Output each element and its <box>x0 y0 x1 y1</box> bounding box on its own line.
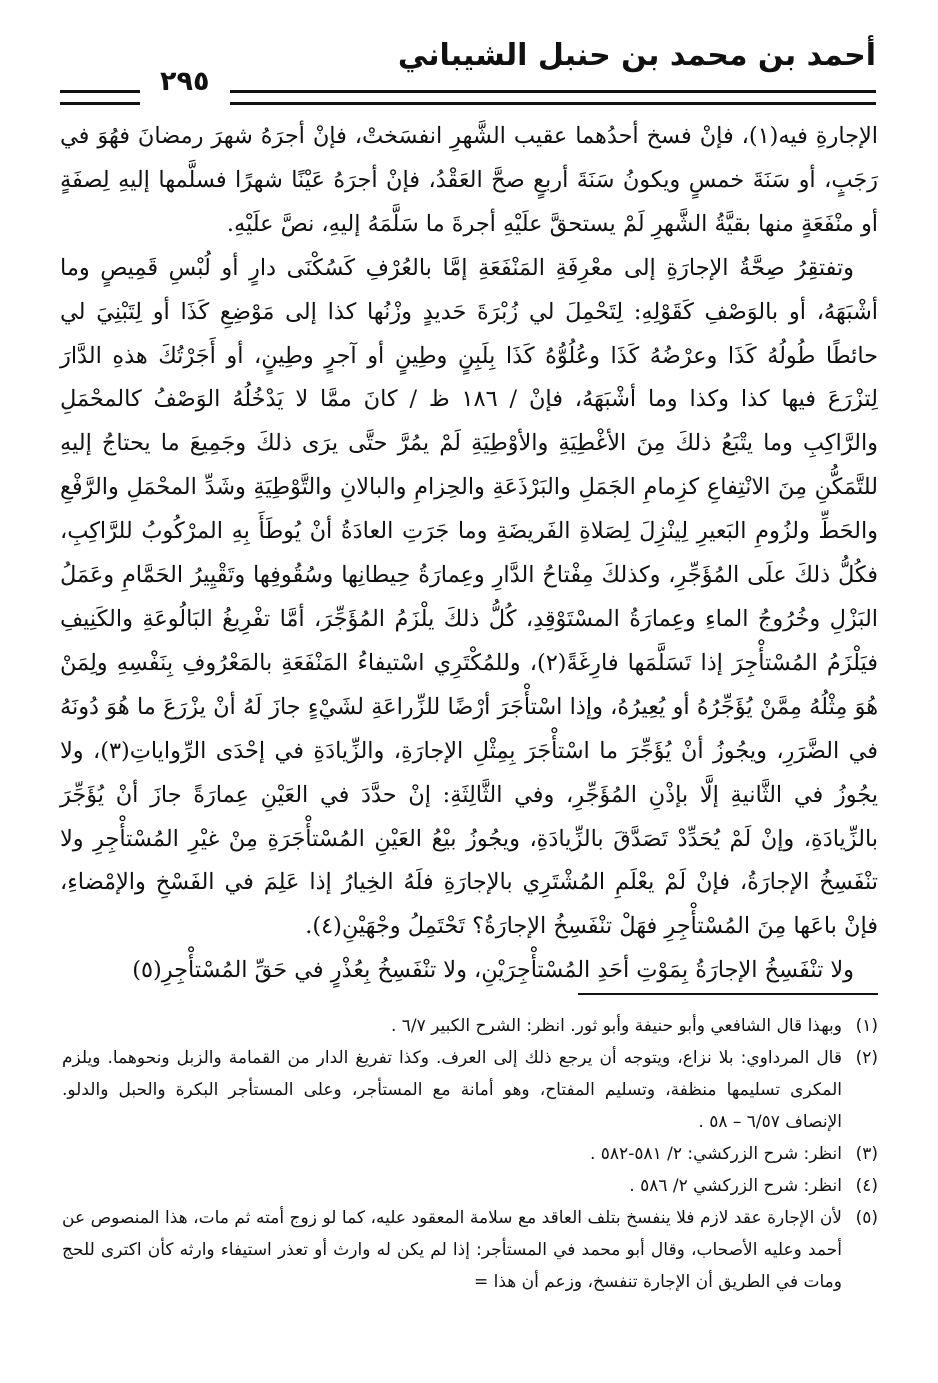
page-number: ٢٩٥ <box>160 66 210 97</box>
footnote-text: وبهذا قال الشافعي وأبو حنيفة وأبو ثور. انظر: الشرح الكبير ٦/٧ . <box>390 1016 842 1036</box>
paragraph-3: ولا تنْفَسِخُ الإجارَةُ بِمَوْتِ أحَدِ المُسْتأْجِرَيْنِ، ولا تنْفَسِخُ بِعُذْرٍ في حَقِّ المُسْتأْجِرِ(٥) <box>132 957 854 984</box>
footnote-1 <box>62 1010 878 1042</box>
footnote-number: (٥) <box>855 1208 878 1228</box>
running-header <box>60 38 876 108</box>
footnotes <box>62 1010 878 1298</box>
footnote-text: انظر: شرح الزركشي ٢/ ٥٨٦ . <box>629 1176 842 1196</box>
header-rule-left <box>60 90 140 105</box>
footnote-4 <box>62 1170 878 1202</box>
footnote-number: (٤) <box>855 1176 878 1196</box>
header-rule-right <box>230 90 876 105</box>
footnote-3 <box>62 1138 878 1170</box>
footnote-text: قال المرداوي: بلا نزاع، ويتوجه أن يرجع ذلك إلى العرف. وكذا تفريغ الدار من القمامة والزبل ونحوهما. ويلزم المكرى تسليمها منظفة، وتسليم المفتاح، وهو أمانة مع المستأجر، وعلى المستأجر البكرة والحبل والدلو. الإنصاف ٦/٥٧ – ٥٨ . <box>62 1048 842 1132</box>
footnote-text: انظر: شرح الزركشي: ٢/ ٥٨١-٥٨٢ . <box>589 1144 842 1164</box>
footnote-number: (٣) <box>855 1144 878 1164</box>
paragraph-2: وتفتقِرُ صِحَّةُ الإجارَةِ إلى معْرِفَةِ المَنْفَعَةِ إمَّا بالعُرْفِ كَسُكْنَى دارٍ أو لُبْسِ قَمِيصٍ وما أشْبَهَهُ، أو بالوَصْفِ كَقَوْلِهِ: لِتَحْمِلَ لي زُبْرَةَ حَديدٍ وزْنُها كذا إلى مَوْضِعِ كَذَا أو لِتَبْنِيَ لي حائطًا طُولُهُ كَذَا وعرْضُهُ كَذَا وعُلُوُّهُ كَذَا بِلَبِنٍ وطِينٍ أو آجرٍ وطِينٍ، أو أَجَرْتُكَ هذهِ الدَّارَ لِتزْرَعَ فيها كذا وكذا وما أشْبَهَهُ، فإنْ / ١٨٦ ظ / كانَ ممَّا لا يَدْخُلُهُ الوَصْفُ كالمحْمَلِ والرَّاكِبِ وما يتْبَعُ ذلكَ مِنَ الأغْطِيَةِ والأوْطِيَةِ لَمْ يمُرَّ حتَّى يرَى ذلكَ وجَمِيعَ ما يحتاجُ إليهِ للتَّمَكُّنِ مِنَ الانْتِفاعِ كزِمامِ الجَمَلِ والبَرْذَعَةِ والحِزامِ والبالانِ والتَّوْطِيَةِ وشَدِّ المحْمَلِ والرَّفْعِ والحَطِّ ولزُومِ البَعيرِ لِينْزِلَ لِصَلاةِ الفَريضَةِ وما جَرَتِ العادَةُ أنْ يُوطَأَ بِهِ المرْكُوبُ للرَّاكِبِ، فكُلُّ ذلكَ علَى المُؤَجِّرِ، وكذلكَ مِفْتاحُ الدَّارِ وعِمارَةُ حِيطانِها وسُقُوفِها وتَقْيِيرُ الحَمَّامِ وعَمَلُ البَزْلِ وخُرُوجُ الماءِ وعِمارَةُ المسْتَوْقِدِ، كُلُّ ذلكَ يلْزَمُ المُؤَجِّرَ، أمَّا تفْرِيغُ البَالُوعَةِ والكَنِيفِ فيَلْزَمُ المُسْتأْجِرَ إذا تَسَلَّمَها فارِغَةً(٢)، وللمُكْتَرِي اسْتيفاءُ المَنْفَعَةِ بالمَعْرُوفِ بِنَفْسِهِ ولِمَنْ هُوَ مِثْلُهُ مِمَّنْ يُؤَجِّرُهُ أو يُعِيرُهُ، وإذا اسْتأْجَرَ أرْضًا للزِّراعَةِ لشَيْءٍ جازَ لَهُ أنْ يزْرَعَ ما هُوَ دُونَهُ في الضَّرَرِ، ويجُوزُ أنْ يُؤَجِّرَ ما اسْتأْجَرَ بِمِثْلِ الإجارَةِ، والزِّيادَةِ في إحْدَى الرِّواياتِ(٣)، ولا يجُوزُ في الثَّانيةِ إلَّا بإذْنِ المُؤَجِّرِ، وفي الثَّالِثَةِ: إنْ حدَّدَ في العَيْنِ عِمارَةً جازَ أنْ يُؤَجِّرَ بالزِّيادَةِ، وإنْ لَمْ يُحَدِّدْ تَصَدَّقَ بالزِّيادَةِ، ويجُوزُ بيْعُ العَيْنِ المُسْتأْجَرَةِ مِنْ غيْرِ المُسْتأْجِرِ ولا تنْفَسِخُ الإجارَةُ، فإنْ لَمْ يعْلَمِ المُشْتَرِي بالإجارَةِ فلَهُ الخِيارُ إذا عَلِمَ في الفَسْخِ والإمْضاءِ، فإنْ باعَها مِنَ المُسْتأْجِرِ فهَلْ تنْفَسِخُ الإجارَةُ؟ تَحْتَمِلُ وجْهَيْنِ(٤). <box>60 254 878 940</box>
running-header-author: أحمد بن محمد بن حنبل الشيباني <box>397 38 876 73</box>
paragraph-1: الإجارةِ فيه(١)، فإنْ فسخ أحدُهما عقيب الشَّهرِ انفسَختْ، فإنْ أجرَهُ شهرَ رمضانَ فهُوَ في رَجَبٍ، أو سَنَةَ خمسٍ ويكونُ سَنَةَ أربعٍ صحَّ العَقْدُ، فإنْ أجرَهُ عَيْنًا شهرًا فسلَّمها إليهِ لِصفَةٍ أو منْفَعَةٍ منها بقيَّةُ الشَّهرِ لَمْ يستحقَّ علَيْهِ أجرةَ ما سَلَّمَهُ إليهِ، نصَّ علَيْهِ. <box>60 123 879 237</box>
footnote-number: (٢) <box>855 1048 878 1068</box>
footnote-text: لأن الإجارة عقد لازم فلا ينفسخ بتلف العاقد مع سلامة المعقود عليه، كما لو زوج أمته ثم مات، هذا المنصوص عن أحمد وعليه الأصحاب، وقال أبو محمد في المستأجر: إذا لم يكن له وارث أو تعذر استيفاء وارثه كأن اكترى للحج ومات في الطريق أن الإجارة تنفسخ، وزعم أن هذا = <box>62 1208 842 1292</box>
footnote-number: (١) <box>855 1016 878 1036</box>
footnote-5 <box>62 1202 878 1298</box>
main-text <box>60 115 878 993</box>
footnote-separator <box>578 993 878 995</box>
footnote-2 <box>62 1042 878 1138</box>
